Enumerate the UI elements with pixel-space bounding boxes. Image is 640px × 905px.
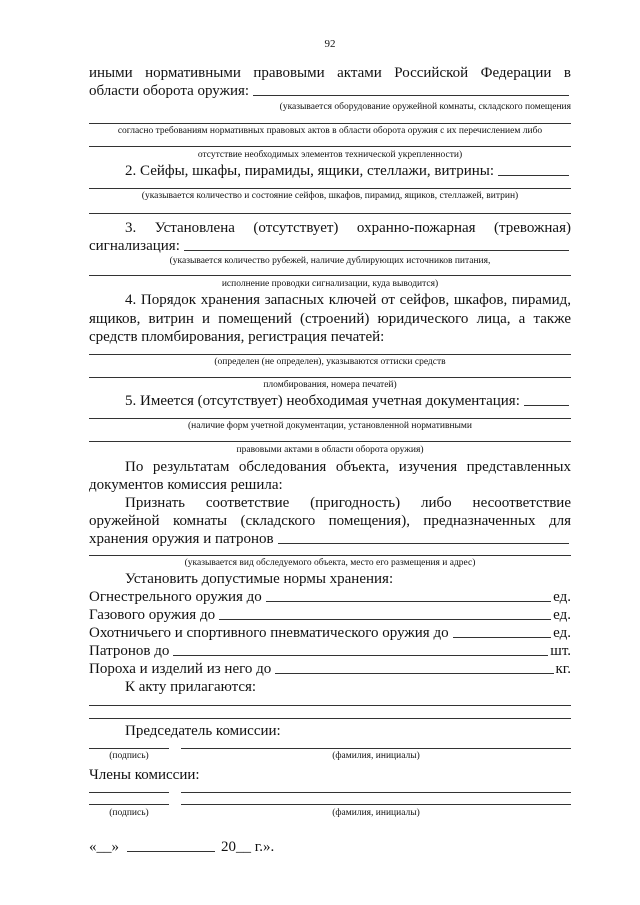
- date-line: [89, 838, 274, 856]
- item-4-line-1: 4. Порядок хранения запасных ключей от сейфов, шкафов, пирамид,: [125, 292, 571, 308]
- decision-line-3: Признать соответствие (пригодность) либо несоответствие: [125, 495, 571, 511]
- fill-line[interactable]: [89, 188, 571, 189]
- caption: (указывается количество и состояние сейфов, шкафов, пирамид, ящиков, стеллажей, витрин): [141, 191, 519, 201]
- fill-line[interactable]: [89, 705, 571, 706]
- item-2-text: 2. Сейфы, шкафы, пирамиды, ящики, стеллажи, витрины:: [125, 163, 495, 179]
- date-month-blank[interactable]: [127, 851, 215, 852]
- fill-line[interactable]: [89, 275, 571, 276]
- caption: (определен (не определен), указываются оттиски средств: [214, 357, 446, 367]
- norm-label: Патронов до: [89, 643, 170, 659]
- decision-line-2: документов комиссия решила:: [89, 477, 283, 493]
- item-5-text: 5. Имеется (отсутствует) необходимая учетная документация:: [125, 393, 520, 409]
- item-4-line-3: средств пломбирования, регистрация печатей:: [89, 329, 385, 345]
- fill-line[interactable]: [278, 542, 569, 544]
- norm-unit: ед.: [553, 607, 571, 623]
- name-caption: (фамилия, инициалы): [332, 751, 420, 761]
- item-3-line-2-text: сигнализация:: [89, 238, 180, 254]
- date-year[interactable]: 20__ г.».: [221, 839, 275, 855]
- fill-line[interactable]: [89, 146, 571, 147]
- member-name-line[interactable]: [181, 804, 571, 805]
- norm-input[interactable]: [173, 654, 548, 656]
- item-3-line-1: 3. Установлена (отсутствует) охранно-пожарная (тревожная): [125, 220, 571, 236]
- caption: (указывается вид обследуемого объекта, место его размещения и адрес): [184, 558, 476, 568]
- name-caption: (фамилия, инициалы): [332, 808, 420, 818]
- norm-input[interactable]: [219, 618, 551, 620]
- decision-line-4: оружейной комнаты (складского помещения), предназначенных для: [89, 513, 571, 529]
- chair-label: Председатель комиссии:: [125, 723, 281, 739]
- norm-input[interactable]: [266, 600, 551, 602]
- caption: (наличие форм учетной документации, установленной нормативными: [187, 421, 473, 431]
- caption: (указывается оборудование оружейной комнаты, складского помещения: [279, 102, 571, 112]
- norms-heading: Установить допустимые нормы хранения:: [125, 571, 394, 587]
- sign-caption: (подпись): [109, 808, 149, 818]
- fill-line[interactable]: [89, 718, 571, 719]
- norm-row: [89, 642, 571, 660]
- fill-line[interactable]: [89, 377, 571, 378]
- attachments-heading: К акту прилагаются:: [125, 679, 257, 695]
- item-4-line-2: ящиков, витрин и помещений (строений) юридического лица, а также: [89, 311, 571, 327]
- norm-row: [89, 624, 571, 642]
- fill-line[interactable]: [89, 123, 571, 124]
- norm-input[interactable]: [453, 636, 552, 638]
- fill-line[interactable]: [89, 555, 571, 556]
- intro-line-2-text: области оборота оружия:: [89, 83, 250, 99]
- norm-unit: шт.: [550, 643, 571, 659]
- norm-row: [89, 606, 571, 624]
- intro-line-2: [89, 82, 571, 100]
- chair-name-line[interactable]: [181, 748, 571, 749]
- caption: пломбирования, номера печатей): [263, 380, 397, 390]
- member-signature-line[interactable]: [89, 792, 169, 793]
- fill-line[interactable]: [89, 213, 571, 214]
- date-day[interactable]: «__»: [89, 839, 119, 855]
- norm-unit: ед.: [553, 625, 571, 641]
- decision-line-5-text: хранения оружия и патронов: [89, 531, 274, 547]
- members-label: Члены комиссии:: [89, 767, 200, 783]
- member-name-line[interactable]: [181, 792, 571, 793]
- item-3-line-2: [89, 237, 571, 255]
- norm-label: Охотничьего и спортивного пневматического оружия до: [89, 625, 449, 641]
- caption: (указывается количество рубежей, наличие дублирующих источников питания,: [169, 256, 491, 266]
- chair-signature-line[interactable]: [89, 748, 169, 749]
- fill-line[interactable]: [498, 174, 569, 176]
- item-2: [89, 162, 571, 180]
- fill-line[interactable]: [89, 441, 571, 442]
- fill-line[interactable]: [89, 418, 571, 419]
- caption: исполнение проводки сигнализации, куда выводится): [221, 279, 439, 289]
- page-number: 92: [324, 38, 336, 50]
- caption: согласно требованиям нормативных правовых актов в области оборота оружия с их перечислением либо: [117, 126, 543, 136]
- norm-row: [89, 660, 571, 678]
- norm-label: Огнестрельного оружия до: [89, 589, 262, 605]
- fill-line[interactable]: [253, 94, 569, 96]
- decision-line-5: [89, 530, 571, 548]
- caption: отсутствие необходимых элементов технической укрепленности): [197, 150, 463, 160]
- intro-line-1: иными нормативными правовыми актами Российской Федерации в: [89, 65, 571, 81]
- fill-line[interactable]: [89, 354, 571, 355]
- norm-unit: кг.: [555, 661, 571, 677]
- norm-label: Газового оружия до: [89, 607, 216, 623]
- norm-label: Пороха и изделий из него до: [89, 661, 272, 677]
- norm-input[interactable]: [275, 672, 553, 674]
- member-signature-line[interactable]: [89, 804, 169, 805]
- sign-caption: (подпись): [109, 751, 149, 761]
- decision-line-1: По результатам обследования объекта, изучения представленных: [125, 459, 571, 475]
- fill-line[interactable]: [524, 404, 569, 406]
- fill-line[interactable]: [184, 249, 569, 251]
- norm-row: [89, 588, 571, 606]
- norm-unit: ед.: [553, 589, 571, 605]
- item-5: [89, 392, 571, 410]
- caption: правовыми актами в области оборота оружия): [236, 445, 424, 455]
